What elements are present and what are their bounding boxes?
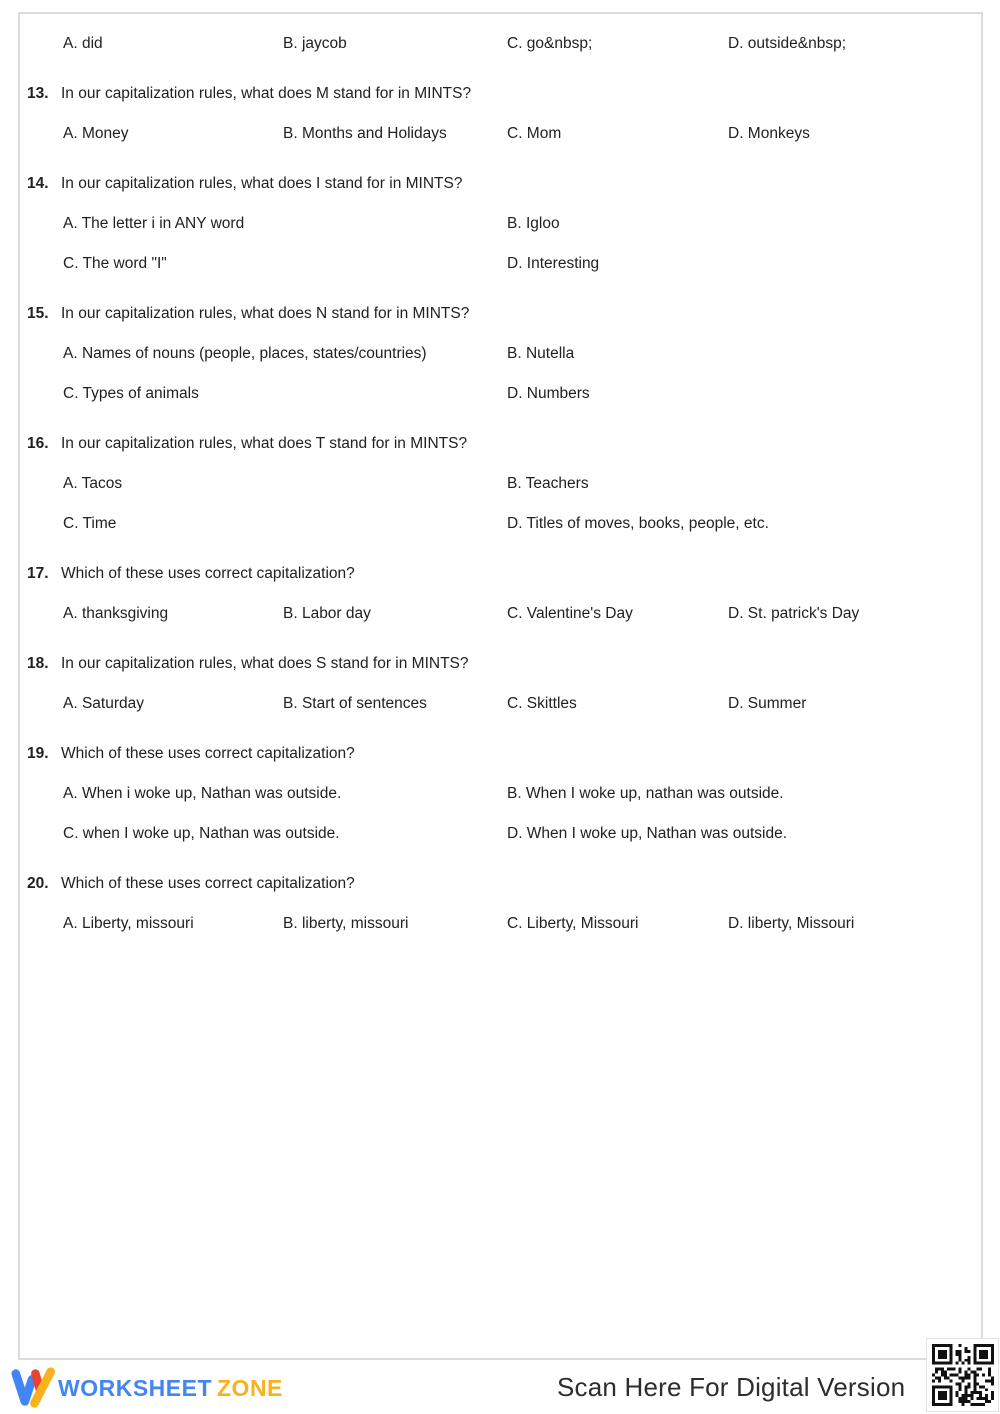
option: A. When i woke up, Nathan was outside. (63, 785, 342, 802)
option: A. did (63, 35, 103, 52)
option: B. Months and Holidays (283, 125, 447, 142)
brand-wordmark (58, 1362, 283, 1414)
options-row-q16-cd (20, 504, 981, 544)
option: C. when I woke up, Nathan was outside. (63, 825, 340, 842)
option: D. liberty, Missouri (728, 915, 855, 932)
question-19 (20, 734, 981, 774)
question-text: In our capitalization rules, what does S stand for in MINTS? (61, 655, 469, 672)
option: A. Money (63, 125, 129, 142)
worksheet-page (18, 12, 983, 1360)
question-number: 15. (27, 305, 49, 322)
option: C. Time (63, 515, 117, 532)
option: B. liberty, missouri (283, 915, 409, 932)
option: C. go&nbsp; (507, 35, 593, 52)
question-15 (20, 294, 981, 334)
question-14 (20, 164, 981, 204)
brand-zone: ZONE (217, 1375, 283, 1401)
option: A. thanksgiving (63, 605, 169, 622)
options-row-q15-cd (20, 374, 981, 414)
options-row-q20 (20, 904, 981, 944)
option: C. The word "I" (63, 255, 167, 272)
option: D. Summer (728, 695, 807, 712)
page-footer (0, 1362, 1000, 1414)
option: C. Mom (507, 125, 562, 142)
question-number: 17. (27, 565, 49, 582)
question-18 (20, 644, 981, 684)
option: D. Numbers (507, 385, 590, 402)
options-row-q17 (20, 594, 981, 634)
question-text: Which of these uses correct capitalization? (61, 875, 355, 892)
question-16 (20, 424, 981, 464)
question-number: 18. (27, 655, 49, 672)
option: D. St. patrick's Day (728, 605, 860, 622)
question-text: In our capitalization rules, what does M stand for in MINTS? (61, 85, 472, 102)
option: D. Monkeys (728, 125, 810, 142)
option: A. Saturday (63, 695, 144, 712)
question-number: 19. (27, 745, 49, 762)
option: B. jaycob (283, 35, 347, 52)
option: D. Titles of moves, books, people, etc. (507, 515, 769, 532)
options-row-q12 (20, 24, 981, 64)
options-row-q19-cd (20, 814, 981, 854)
question-17 (20, 554, 981, 594)
option: C. Liberty, Missouri (507, 915, 639, 932)
option: B. When I woke up, nathan was outside. (507, 785, 784, 802)
option: B. Start of sentences (283, 695, 427, 712)
options-row-q18 (20, 684, 981, 724)
option: B. Igloo (507, 215, 560, 232)
question-13 (20, 74, 981, 114)
question-number: 20. (27, 875, 49, 892)
option: A. Tacos (63, 475, 123, 492)
worksheetzone-logo-icon (10, 1365, 56, 1411)
option: A. Liberty, missouri (63, 915, 194, 932)
option: D. When I woke up, Nathan was outside. (507, 825, 788, 842)
option: D. outside&nbsp; (728, 35, 847, 52)
options-row-q15-ab (20, 334, 981, 374)
qr-code (926, 1338, 999, 1412)
option: C. Types of animals (63, 385, 199, 402)
scan-here-text: Scan Here For Digital Version (557, 1372, 906, 1402)
option: D. Interesting (507, 255, 600, 272)
question-text: Which of these uses correct capitalization? (61, 745, 355, 762)
question-text: In our capitalization rules, what does N stand for in MINTS? (61, 305, 470, 322)
option: A. Names of nouns (people, places, states/countries) (63, 345, 427, 362)
options-row-q13 (20, 114, 981, 154)
question-text: In our capitalization rules, what does T stand for in MINTS? (61, 435, 468, 452)
question-number: 16. (27, 435, 49, 452)
option: B. Labor day (283, 605, 371, 622)
question-20 (20, 864, 981, 904)
question-text: Which of these uses correct capitalization? (61, 565, 355, 582)
option: B. Teachers (507, 475, 589, 492)
question-text: In our capitalization rules, what does I stand for in MINTS? (61, 175, 463, 192)
options-row-q16-ab (20, 464, 981, 504)
option: A. The letter i in ANY word (63, 215, 245, 232)
options-row-q14-ab (20, 204, 981, 244)
options-row-q14-cd (20, 244, 981, 284)
option: C. Skittles (507, 695, 577, 712)
question-number: 13. (27, 85, 49, 102)
option: C. Valentine's Day (507, 605, 633, 622)
brand-worksheet: WORKSHEET (58, 1375, 212, 1401)
option: B. Nutella (507, 345, 575, 362)
options-row-q19-ab (20, 774, 981, 814)
question-number: 14. (27, 175, 49, 192)
